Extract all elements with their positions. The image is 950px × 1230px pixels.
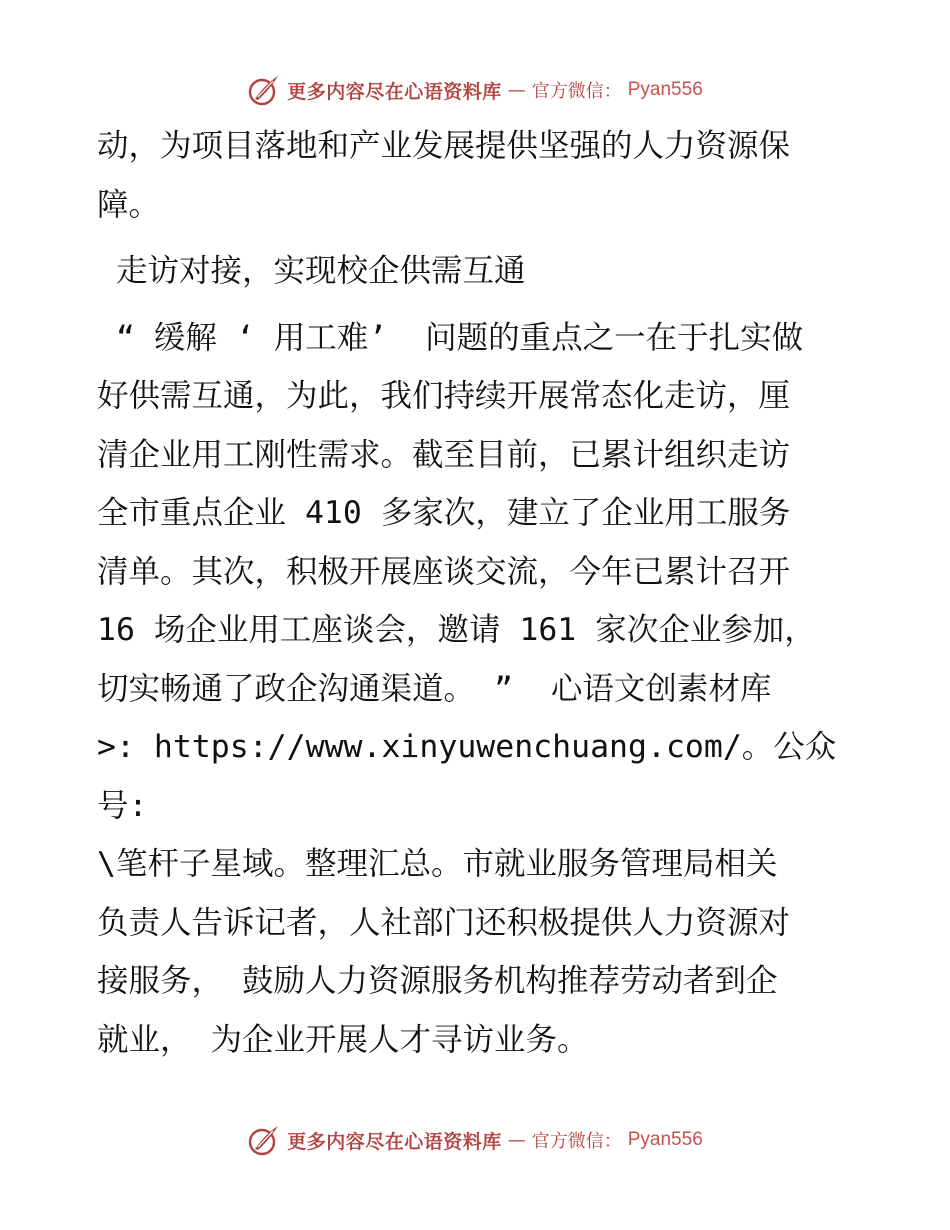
header-banner <box>0 70 950 110</box>
feather-pen-logo-icon <box>247 73 281 107</box>
text-line: 切实畅通了政企沟通渠道。 ” 心语文创素材库 <box>97 670 772 707</box>
footer-banner <box>0 1120 950 1160</box>
banner-separator: — <box>507 1129 526 1151</box>
banner-wechat-id: Pyan556 <box>627 79 703 100</box>
text-line: 16 场企业用工座谈会，邀请 161 家次企业参加， <box>97 612 816 648</box>
banner-title: 更多内容尽在心语资料库 <box>287 1130 502 1153</box>
text-line: 全市重点企业 410 多家次，建立了企业用工服务 <box>97 495 791 531</box>
banner-wechat-id: Pyan556 <box>627 1129 703 1150</box>
text-line: 清企业用工刚性需求。截至目前，已累计组织走访 <box>97 436 791 473</box>
text-line: 接服务， 鼓励人力资源服务机构推荐劳动者到企 <box>97 963 778 999</box>
text-line: 动，为项目落地和产业发展提供坚强的人力资源保 <box>97 128 791 164</box>
feather-pen-logo-icon <box>247 1123 281 1157</box>
banner-wechat-label: 官方微信： <box>531 1131 622 1152</box>
banner-separator: — <box>507 79 526 101</box>
document-body <box>97 117 857 1069</box>
text-line: 负责人告诉记者，人社部门还积极提供人力资源对 <box>97 904 791 941</box>
text-line: \笔杆子星域。整理汇总。市就业服务管理局相关 <box>97 846 778 882</box>
text-line-url: >: https://www.xinyuwenchuang.com/。公众号: <box>97 729 837 824</box>
banner-title: 更多内容尽在心语资料库 <box>287 80 502 103</box>
text-line: 障。 <box>97 186 161 223</box>
text-line: 就业， 为企业开展人才寻访业务。 <box>97 1021 589 1058</box>
section-heading: 走访对接，实现校企供需互通 <box>97 253 526 289</box>
banner-wechat-label: 官方微信： <box>531 81 622 102</box>
text-line: “ 缓解 ‘ 用工难’ 问题的重点之一在于扎实做 <box>97 319 804 356</box>
text-line: 清单。其次，积极开展座谈交流，今年已累计召开 <box>97 553 791 590</box>
text-line: 好供需互通，为此，我们持续开展常态化走访，厘 <box>97 378 791 414</box>
